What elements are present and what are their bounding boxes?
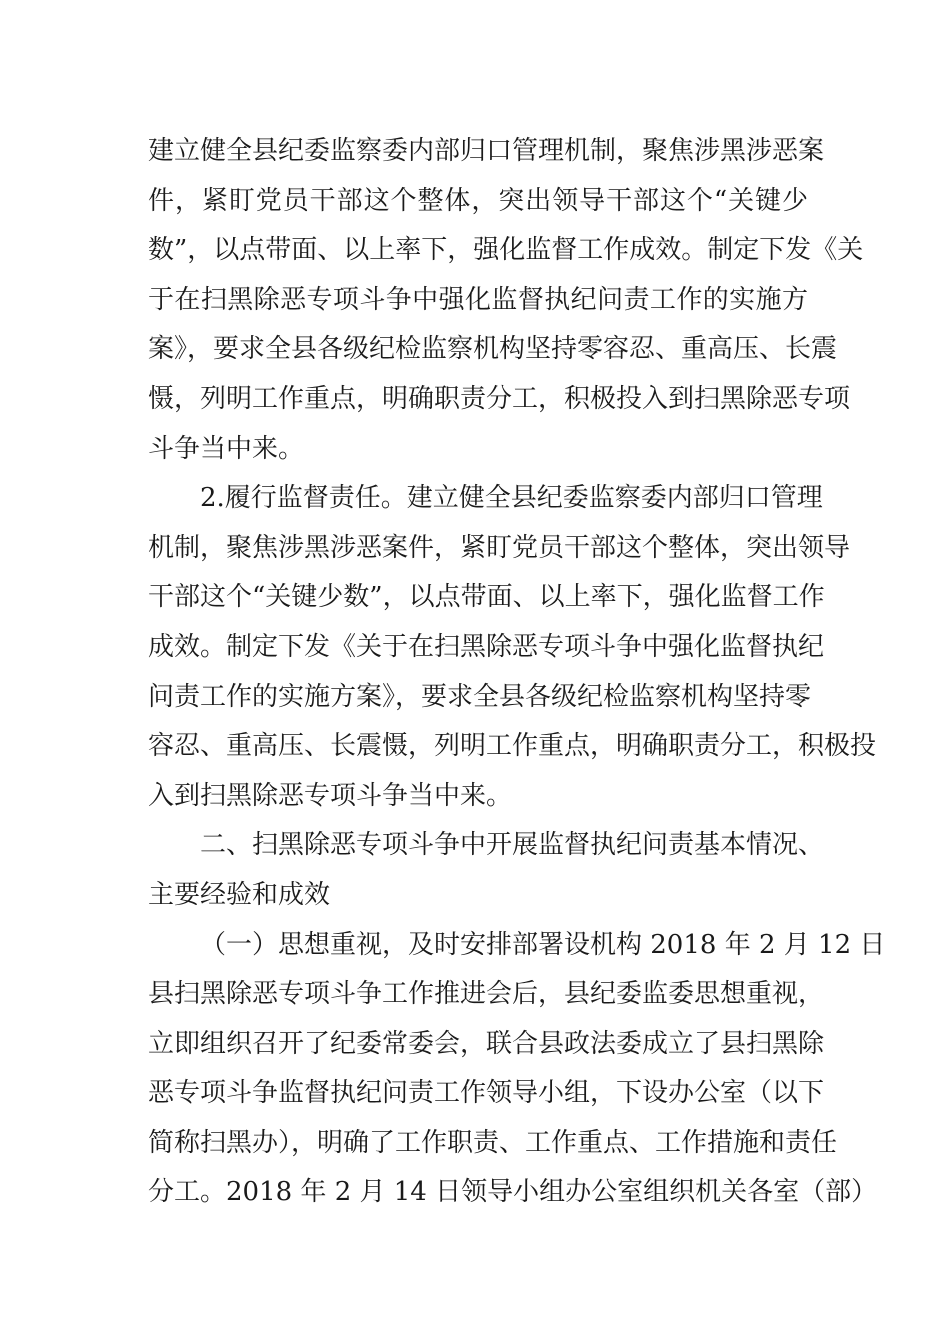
paragraph-4-line-4: 恶专项斗争监督执纪问责工作领导小组，下设办公室（以下: [148, 1078, 825, 1109]
paragraph-2-line-3: 干部这个“关键少数”，以点带面、以上率下，强化监督工作: [148, 582, 825, 613]
paragraph-1-line-3: 数”，以点带面、以上率下，强化监督工作成效。制定下发《关: [148, 235, 864, 266]
paragraph-4-line-1: （一）思想重视，及时安排部署设机构 2018 年 2 月 12 日: [200, 929, 886, 960]
paragraph-2-line-7: 入到扫黑除恶专项斗争当中来。: [148, 780, 513, 811]
paragraph-4-line-5: 简称扫黑办），明确了工作职责、工作重点、工作措施和责任: [148, 1127, 838, 1158]
paragraph-2-line-4: 成效。制定下发《关于在扫黑除恶专项斗争中强化监督执纪: [148, 631, 825, 662]
section-heading-line-2: 主要经验和成效: [148, 879, 331, 910]
paragraph-4-line-6: 分工。2018 年 2 月 14 日领导小组办公室组织机关各室（部）: [148, 1177, 878, 1208]
paragraph-2-line-5: 问责工作的实施方案》，要求全县各级纪检监察机构坚持零: [148, 681, 812, 712]
paragraph-4-line-2: 县扫黑除恶专项斗争工作推进会后，县纪委监委思想重视，: [148, 979, 825, 1010]
paragraph-1-line-2: 件，紧盯党员干部这个整体，突出领导干部这个“关键少: [148, 185, 808, 216]
section-heading-line-1: 二、扫黑除恶专项斗争中开展监督执纪问责基本情况、: [200, 830, 825, 861]
paragraph-1-line-5: 案》，要求全县各级纪检监察机构坚持零容忍、重高压、长震: [148, 334, 838, 365]
paragraph-1-line-6: 慑，列明工作重点，明确职责分工，积极投入到扫黑除恶专项: [148, 383, 851, 414]
paragraph-2-line-2: 机制，聚焦涉黑涉恶案件，紧盯党员干部这个整体，突出领导: [148, 532, 851, 563]
paragraph-1-line-7: 斗争当中来。: [148, 433, 305, 464]
paragraph-2-line-6: 容忍、重高压、长震慑，列明工作重点，明确职责分工，积极投: [148, 731, 877, 762]
paragraph-1-line-4: 于在扫黑除恶专项斗争中强化监督执纪问责工作的实施方: [148, 284, 808, 315]
body-text: [148, 127, 886, 1218]
paragraph-2-line-1: 2.履行监督责任。建立健全县纪委监察委内部归口管理: [200, 483, 823, 514]
paragraph-1-line-1: 建立健全县纪委监察委内部归口管理机制，聚焦涉黑涉恶案: [148, 136, 825, 166]
paragraph-4-line-3: 立即组织召开了纪委常委会，联合县政法委成立了县扫黑除: [148, 1028, 825, 1059]
